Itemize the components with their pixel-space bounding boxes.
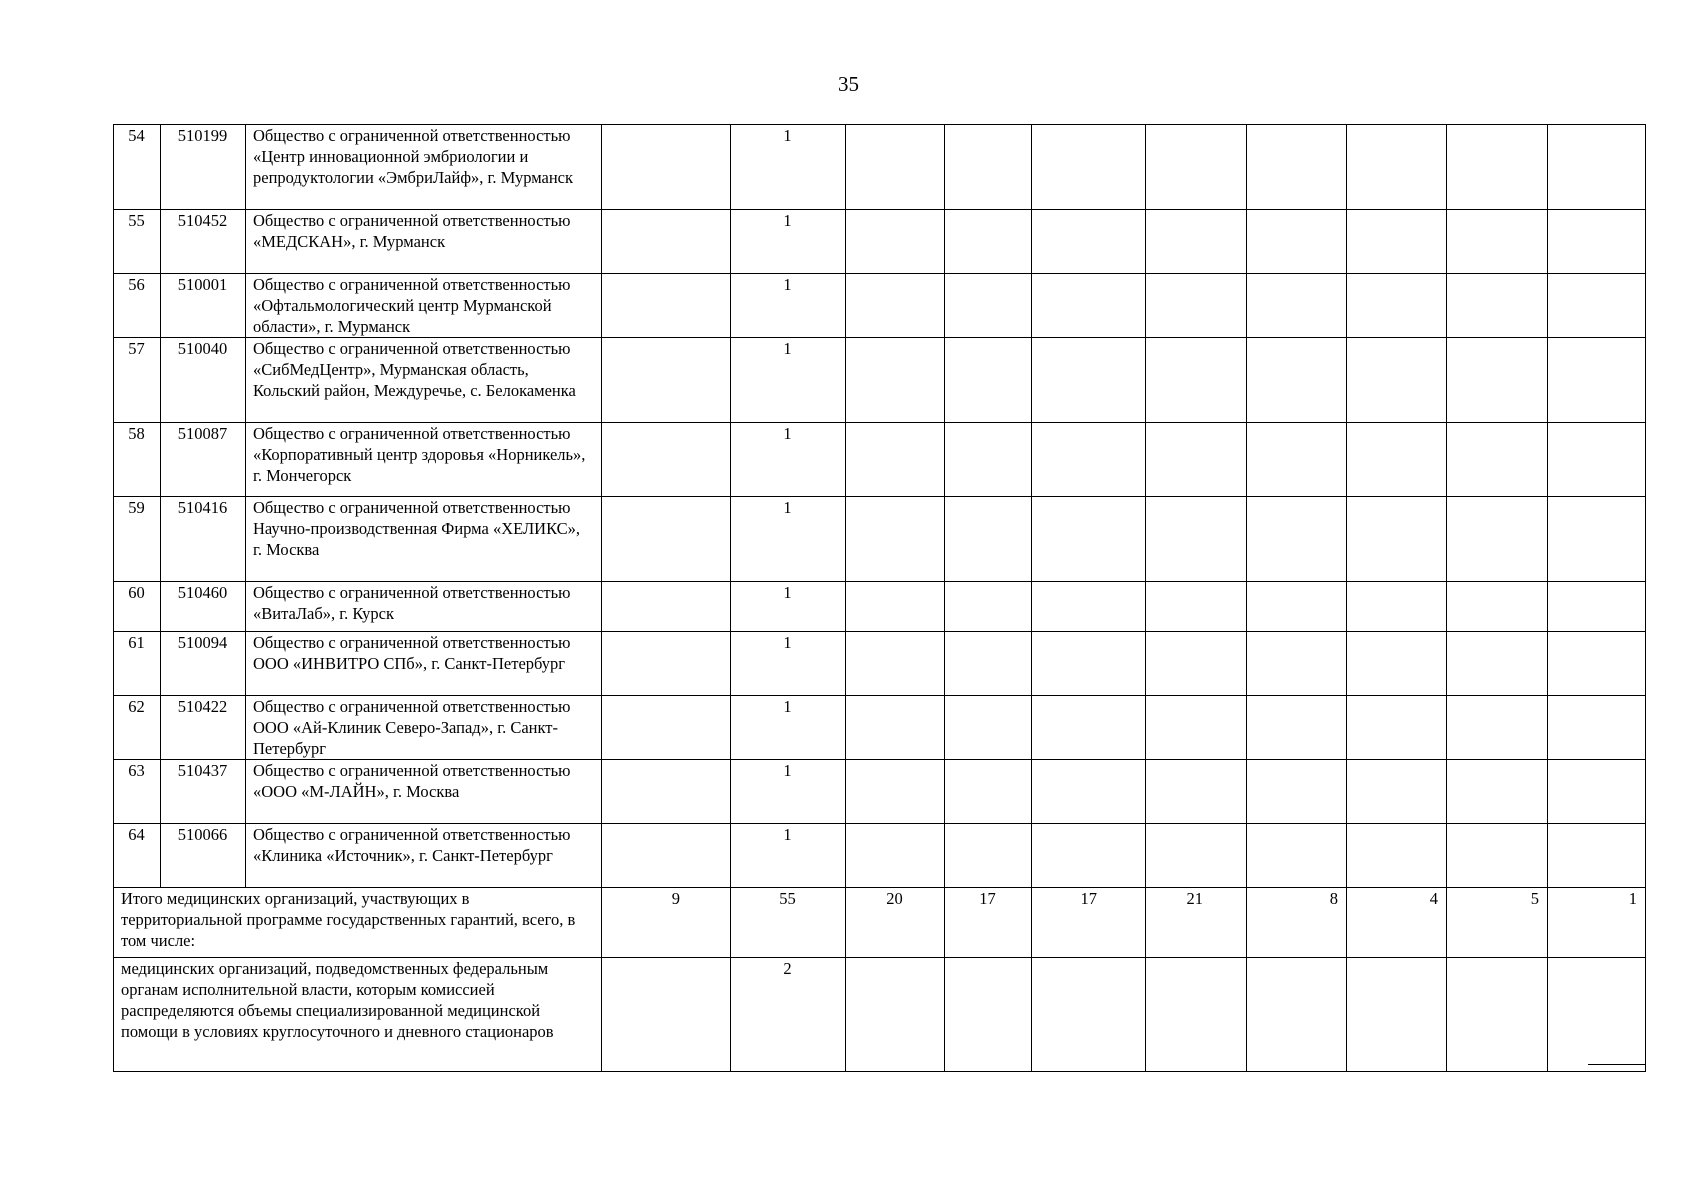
empty-cell xyxy=(1548,274,1646,338)
empty-cell xyxy=(1447,824,1548,888)
empty-cell xyxy=(846,696,945,760)
empty-cell xyxy=(846,210,945,274)
empty-cell xyxy=(1447,125,1548,210)
empty-cell xyxy=(1447,632,1548,696)
empty-cell xyxy=(602,125,731,210)
empty-cell xyxy=(1032,696,1146,760)
empty-cell xyxy=(1146,958,1247,1072)
org-code: 510422 xyxy=(161,696,246,760)
org-code: 510416 xyxy=(161,497,246,582)
empty-cell xyxy=(1247,274,1347,338)
org-code: 510087 xyxy=(161,423,246,497)
empty-cell xyxy=(1146,760,1247,824)
participation-value: 1 xyxy=(731,696,846,760)
empty-cell xyxy=(602,582,731,632)
empty-cell xyxy=(1548,958,1646,1072)
empty-cell xyxy=(1247,824,1347,888)
org-name: Общество с ограниченной ответственностью Научно-производственная Фирма «ХЕЛИКС», г. Москва xyxy=(246,497,602,582)
participation-value: 1 xyxy=(731,497,846,582)
empty-cell xyxy=(1548,210,1646,274)
empty-cell xyxy=(1247,958,1347,1072)
empty-cell xyxy=(1247,696,1347,760)
row-number: 57 xyxy=(114,338,161,423)
empty-cell xyxy=(1447,497,1548,582)
empty-cell xyxy=(1247,125,1347,210)
empty-cell xyxy=(1447,210,1548,274)
table-row xyxy=(114,696,1646,760)
empty-cell xyxy=(945,632,1032,696)
empty-cell xyxy=(945,582,1032,632)
org-code: 510437 xyxy=(161,760,246,824)
empty-cell xyxy=(846,274,945,338)
empty-cell xyxy=(602,958,731,1072)
empty-cell xyxy=(945,210,1032,274)
empty-cell xyxy=(1032,824,1146,888)
total-value: 20 xyxy=(846,888,945,958)
empty-cell xyxy=(602,824,731,888)
empty-cell xyxy=(1146,210,1247,274)
empty-cell xyxy=(1247,497,1347,582)
empty-cell xyxy=(602,696,731,760)
org-name: Общество с ограниченной ответственностью «Центр инновационной эмбриологии и репродуктологии «ЭмбриЛайф», г. Мурманск xyxy=(246,125,602,210)
org-code: 510094 xyxy=(161,632,246,696)
empty-cell xyxy=(1548,632,1646,696)
total-value: 4 xyxy=(1347,888,1447,958)
empty-cell xyxy=(1548,824,1646,888)
empty-cell xyxy=(945,696,1032,760)
empty-cell xyxy=(1247,582,1347,632)
org-name: Общество с ограниченной ответственностью ООО «Ай-Клиник Северо-Запад», г. Санкт-Петербург xyxy=(246,696,602,760)
empty-cell xyxy=(1347,760,1447,824)
org-name: Общество с ограниченной ответственностью «ВитаЛаб», г. Курск xyxy=(246,582,602,632)
table-row xyxy=(114,423,1646,497)
total-value: 9 xyxy=(602,888,731,958)
empty-cell xyxy=(602,497,731,582)
empty-cell xyxy=(1247,423,1347,497)
total-value: 5 xyxy=(1447,888,1548,958)
empty-cell xyxy=(1548,696,1646,760)
empty-cell xyxy=(1247,338,1347,423)
empty-cell xyxy=(945,760,1032,824)
empty-cell xyxy=(1347,274,1447,338)
empty-cell xyxy=(1347,125,1447,210)
empty-cell xyxy=(1447,582,1548,632)
org-name: Общество с ограниченной ответственностью ООО «ИНВИТРО СПб», г. Санкт-Петербург xyxy=(246,632,602,696)
row-number: 54 xyxy=(114,125,161,210)
org-code: 510452 xyxy=(161,210,246,274)
empty-cell xyxy=(1032,210,1146,274)
empty-cell xyxy=(1548,582,1646,632)
org-name: Общество с ограниченной ответственностью «СибМедЦентр», Мурманская область, Кольский район, Междуречье, с. Белокаменка xyxy=(246,338,602,423)
empty-cell xyxy=(1146,696,1247,760)
empty-cell xyxy=(846,760,945,824)
empty-cell xyxy=(1347,696,1447,760)
empty-cell xyxy=(1146,582,1247,632)
empty-cell xyxy=(846,423,945,497)
participation-value: 1 xyxy=(731,632,846,696)
empty-cell xyxy=(945,497,1032,582)
empty-cell xyxy=(1347,958,1447,1072)
row-number: 64 xyxy=(114,824,161,888)
total-label: Итого медицинских организаций, участвующих в территориальной программе государственных гарантий, всего, в том числе: xyxy=(114,888,602,958)
table-row xyxy=(114,760,1646,824)
empty-cell xyxy=(945,958,1032,1072)
total-value: 8 xyxy=(1247,888,1347,958)
table-end-rule xyxy=(1588,1064,1645,1065)
participation-value: 1 xyxy=(731,760,846,824)
empty-cell xyxy=(945,423,1032,497)
participation-value: 1 xyxy=(731,423,846,497)
empty-cell xyxy=(1032,338,1146,423)
empty-cell xyxy=(1146,632,1247,696)
empty-cell xyxy=(1247,760,1347,824)
participation-value: 1 xyxy=(731,125,846,210)
org-code: 510001 xyxy=(161,274,246,338)
empty-cell xyxy=(1347,497,1447,582)
empty-cell xyxy=(1548,338,1646,423)
empty-cell xyxy=(1146,497,1247,582)
empty-cell xyxy=(1032,274,1146,338)
empty-cell xyxy=(1548,497,1646,582)
empty-cell xyxy=(1548,760,1646,824)
row-number: 61 xyxy=(114,632,161,696)
empty-cell xyxy=(1347,423,1447,497)
participation-value: 1 xyxy=(731,582,846,632)
empty-cell xyxy=(1146,824,1247,888)
row-number: 63 xyxy=(114,760,161,824)
empty-cell xyxy=(846,497,945,582)
row-number: 56 xyxy=(114,274,161,338)
empty-cell xyxy=(1347,582,1447,632)
empty-cell xyxy=(1447,958,1548,1072)
total-value: 1 xyxy=(1548,888,1646,958)
empty-cell xyxy=(602,274,731,338)
org-name: Общество с ограниченной ответственностью «Корпоративный центр здоровья «Норникель», г. Мончегорск xyxy=(246,423,602,497)
org-name: Общество с ограниченной ответственностью «Офтальмологический центр Мурманской области», г. Мурманск xyxy=(246,274,602,338)
row-number: 62 xyxy=(114,696,161,760)
empty-cell xyxy=(1146,423,1247,497)
total-value: 17 xyxy=(945,888,1032,958)
empty-cell xyxy=(1447,338,1548,423)
empty-cell xyxy=(602,338,731,423)
org-name: Общество с ограниченной ответственностью «ООО «М-ЛАЙН», г. Москва xyxy=(246,760,602,824)
empty-cell xyxy=(602,423,731,497)
row-number: 55 xyxy=(114,210,161,274)
empty-cell xyxy=(1347,824,1447,888)
participation-value: 1 xyxy=(731,274,846,338)
total-value: 17 xyxy=(1032,888,1146,958)
total-value: 21 xyxy=(1146,888,1247,958)
empty-cell xyxy=(945,338,1032,423)
federal-row xyxy=(114,958,1646,1072)
table-row xyxy=(114,274,1646,338)
organizations-table xyxy=(113,124,1646,1072)
empty-cell xyxy=(1032,958,1146,1072)
empty-cell xyxy=(1347,210,1447,274)
participation-value: 1 xyxy=(731,210,846,274)
org-code: 510040 xyxy=(161,338,246,423)
empty-cell xyxy=(945,274,1032,338)
empty-cell xyxy=(1347,632,1447,696)
total-row xyxy=(114,888,1646,958)
empty-cell xyxy=(846,582,945,632)
empty-cell xyxy=(846,338,945,423)
empty-cell xyxy=(1247,632,1347,696)
empty-cell xyxy=(1146,338,1247,423)
empty-cell xyxy=(945,125,1032,210)
org-name: Общество с ограниченной ответственностью «Клиника «Источник», г. Санкт-Петербург xyxy=(246,824,602,888)
empty-cell xyxy=(602,210,731,274)
empty-cell xyxy=(1032,423,1146,497)
empty-cell xyxy=(1032,125,1146,210)
empty-cell xyxy=(1032,582,1146,632)
empty-cell xyxy=(1447,696,1548,760)
row-number: 60 xyxy=(114,582,161,632)
row-number: 58 xyxy=(114,423,161,497)
table-row xyxy=(114,125,1646,210)
table-row xyxy=(114,210,1646,274)
empty-cell xyxy=(1447,274,1548,338)
table-row xyxy=(114,497,1646,582)
table-row xyxy=(114,824,1646,888)
empty-cell xyxy=(945,824,1032,888)
empty-cell xyxy=(1146,274,1247,338)
empty-cell xyxy=(846,632,945,696)
row-number: 59 xyxy=(114,497,161,582)
participation-value: 1 xyxy=(731,824,846,888)
empty-cell xyxy=(1548,125,1646,210)
empty-cell xyxy=(846,958,945,1072)
federal-value: 2 xyxy=(731,958,846,1072)
empty-cell xyxy=(1146,125,1247,210)
participation-value: 1 xyxy=(731,338,846,423)
table-row xyxy=(114,582,1646,632)
table-row xyxy=(114,338,1646,423)
total-value: 55 xyxy=(731,888,846,958)
federal-label: медицинских организаций, подведомственных федеральным органам исполнительной власти, которым комиссией распределяются объемы специализированной медицинской помощи в условиях круглосуточного и дневного стационаров xyxy=(114,958,602,1072)
empty-cell xyxy=(1347,338,1447,423)
empty-cell xyxy=(1032,497,1146,582)
empty-cell xyxy=(1447,423,1548,497)
empty-cell xyxy=(1548,423,1646,497)
page-number: 35 xyxy=(838,72,859,96)
org-code: 510066 xyxy=(161,824,246,888)
empty-cell xyxy=(1032,760,1146,824)
org-name: Общество с ограниченной ответственностью «МЕДСКАН», г. Мурманск xyxy=(246,210,602,274)
empty-cell xyxy=(846,125,945,210)
empty-cell xyxy=(846,824,945,888)
empty-cell xyxy=(1032,632,1146,696)
empty-cell xyxy=(1247,210,1347,274)
empty-cell xyxy=(1447,760,1548,824)
table-row xyxy=(114,632,1646,696)
org-code: 510199 xyxy=(161,125,246,210)
empty-cell xyxy=(602,760,731,824)
empty-cell xyxy=(602,632,731,696)
org-code: 510460 xyxy=(161,582,246,632)
